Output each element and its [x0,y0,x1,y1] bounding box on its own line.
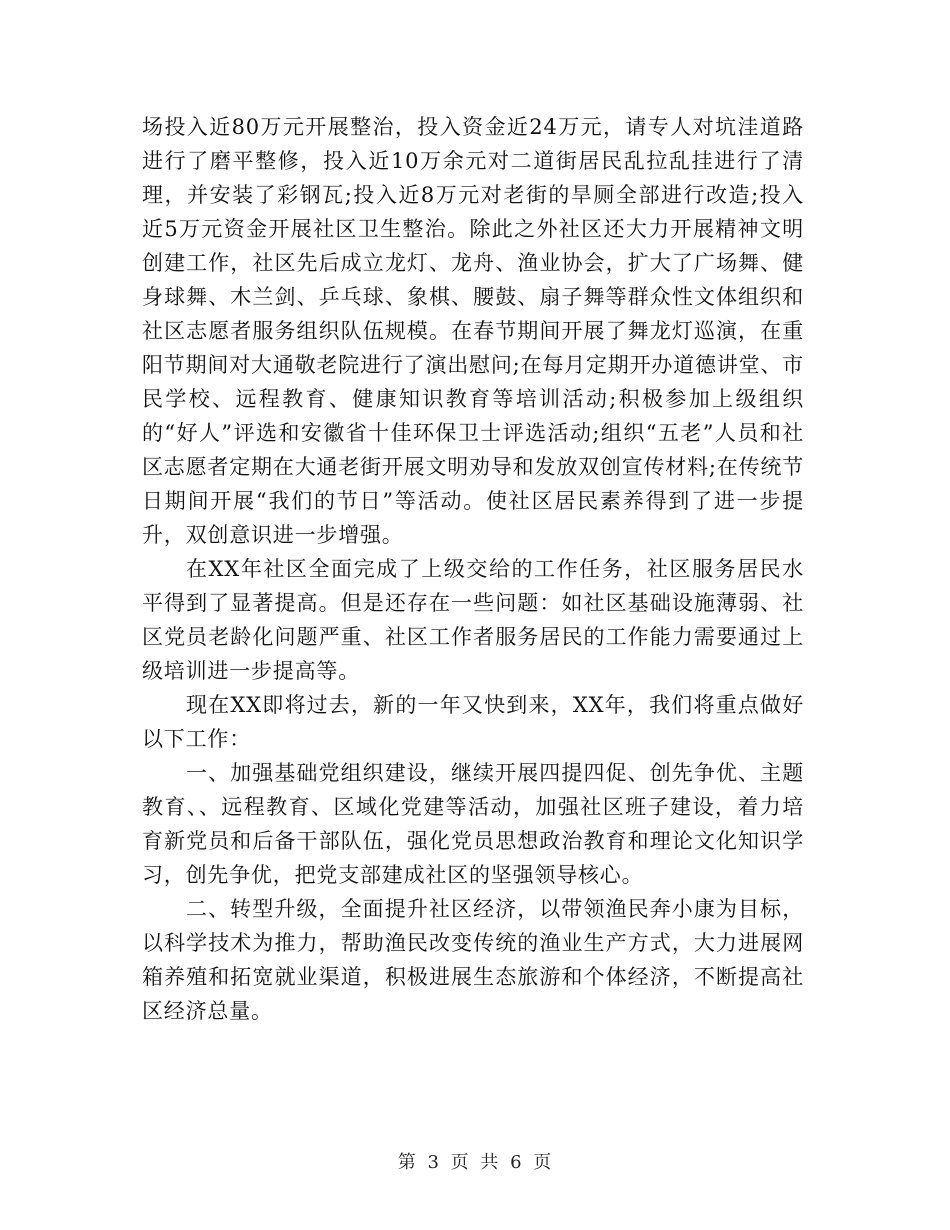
document-body [142,110,804,1028]
paragraph-party-building: 一、加强基础党组织建设，继续开展四提四促、创先争优、主题教育、、远程教育、区域化党建等活动，加强社区班子建设，着力培育新党员和后备干部队伍，强化党员思想政治教育和理论文化知识学习，创先争优，把党支部建成社区的坚强领导核心。 [142,761,804,887]
paragraph-economic-upgrade: 二、转型升级，全面提升社区经济，以带领渔民奔小康为目标，以科学技术为推力，帮助渔民改变传统的渔业生产方式，大力进展网箱养殖和拓宽就业渠道，积极进展生态旅游和个体经济，不断提高社区经济总量。 [142,897,804,1023]
paragraph-community-works: 场投入近80万元开展整治，投入资金近24万元，请专人对坑洼道路进行了磨平整修，投入近10万余元对二道街居民乱拉乱挂进行了清理，并安装了彩钢瓦;投入近8万元对老街的旱厕全部进行改造;投入近5万元资金开展社区卫生整治。除此之外社区还大力开展精神文明创建工作，社区先后成立龙灯、龙舟、渔业协会，扩大了广场舞、健身球舞、木兰剑、乒乓球、象棋、腰鼓、扇子舞等群众性文体组织和社区志愿者服务组织队伍规模。在春节期间开展了舞龙灯巡演，在重阳节期间对大通敬老院进行了演出慰问;在每月定期开办道德讲堂、市民学校、远程教育、健康知识教育等培训活动;积极参加上级组织的“好人”评选和安徽省十佳环保卫士评选活动;组织“五老”人员和社区志愿者定期在大通老街开展文明劝导和发放双创宣传材料;在传统节日期间开展“我们的节日”等活动。使社区居民素养得到了进一步提升，双创意识进一步增强。 [142,115,804,547]
paragraph-achievements-and-problems: 在XX年社区全面完成了上级交给的工作任务，社区服务居民水平得到了显著提高。但是还存在一些问题：如社区基础设施薄弱、社区党员老龄化问题严重、社区工作者服务居民的工作能力需要通过上级培训进一步提高等。 [142,557,804,683]
page-footer: 第 3 页 共 6 页 [397,1152,553,1173]
paragraph-next-year-intro: 现在XX即将过去，新的一年又快到来，XX年，我们将重点做好以下工作： [142,693,804,751]
